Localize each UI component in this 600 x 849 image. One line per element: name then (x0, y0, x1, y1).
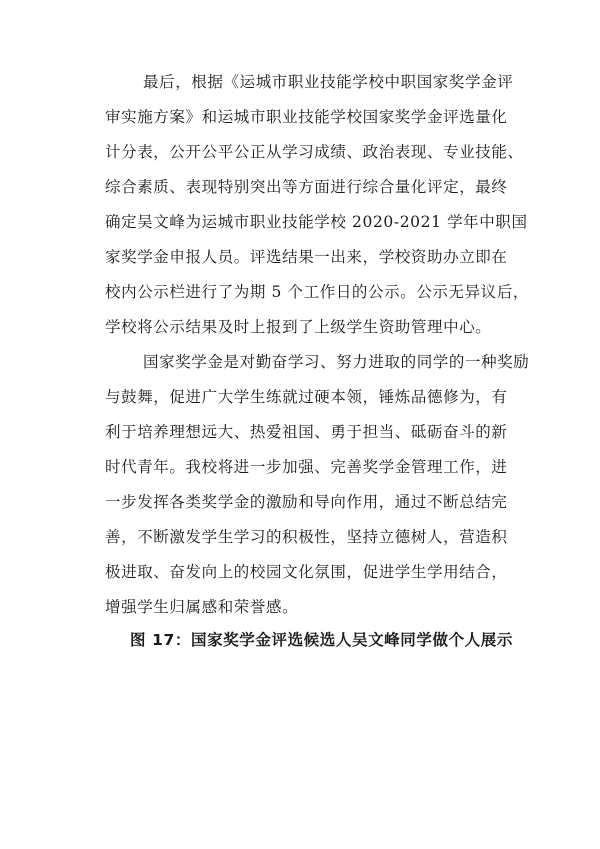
paragraph-line: 计分表，公开公平公正从学习成绩、政治表现、专业技能、 (105, 143, 524, 161)
paragraph-line: 家奖学金申报人员。评选结果一出来，学校资助办立即在 (105, 248, 508, 266)
paragraph-line: 利于培养理想远大、热爱祖国、勇于担当、砥砺奋斗的新 (105, 423, 508, 441)
paragraph-line: 时代青年。我校将进一步加强、完善奖学金管理工作，进 (105, 458, 508, 476)
paragraph-line: 善，不断激发学生学习的积极性，坚持立德树人，营造积 (105, 528, 508, 546)
paragraph-line: 审实施方案》和运城市职业技能学校国家奖学金评选量化 (105, 108, 508, 126)
paragraph-line: 极进取、奋发向上的校园文化氛围，促进学生学用结合， (105, 563, 508, 581)
paragraph-line: 确定吴文峰为运城市职业技能学校 2020-2021 学年中职国 (105, 213, 528, 231)
paragraph-line: 国家奖学金是对勤奋学习、努力进取的同学的一种奖励 (143, 353, 530, 371)
paragraph-line: 综合素质、表现特别突出等方面进行综合量化评定，最终 (105, 178, 508, 196)
paragraph-line: 与鼓舞，促进广大学生练就过硬本领，锤炼品德修为，有 (105, 388, 508, 406)
figure-caption: 图 17：国家奖学金评选候选人吴文峰同学做个人展示 (130, 631, 513, 649)
paragraph-line: 一步发挥各类奖学金的激励和导向作用，通过不断总结完 (105, 493, 508, 511)
paragraph-line: 最后，根据《运城市职业技能学校中职国家奖学金评 (143, 73, 514, 91)
paragraph-line: 学校将公示结果及时上报到了上级学生资助管理中心。 (105, 318, 492, 336)
paragraph-line: 校内公示栏进行了为期 5 个工作日的公示。公示无异议后， (105, 283, 530, 301)
paragraph-line: 增强学生归属感和荣誉感。 (105, 598, 299, 616)
